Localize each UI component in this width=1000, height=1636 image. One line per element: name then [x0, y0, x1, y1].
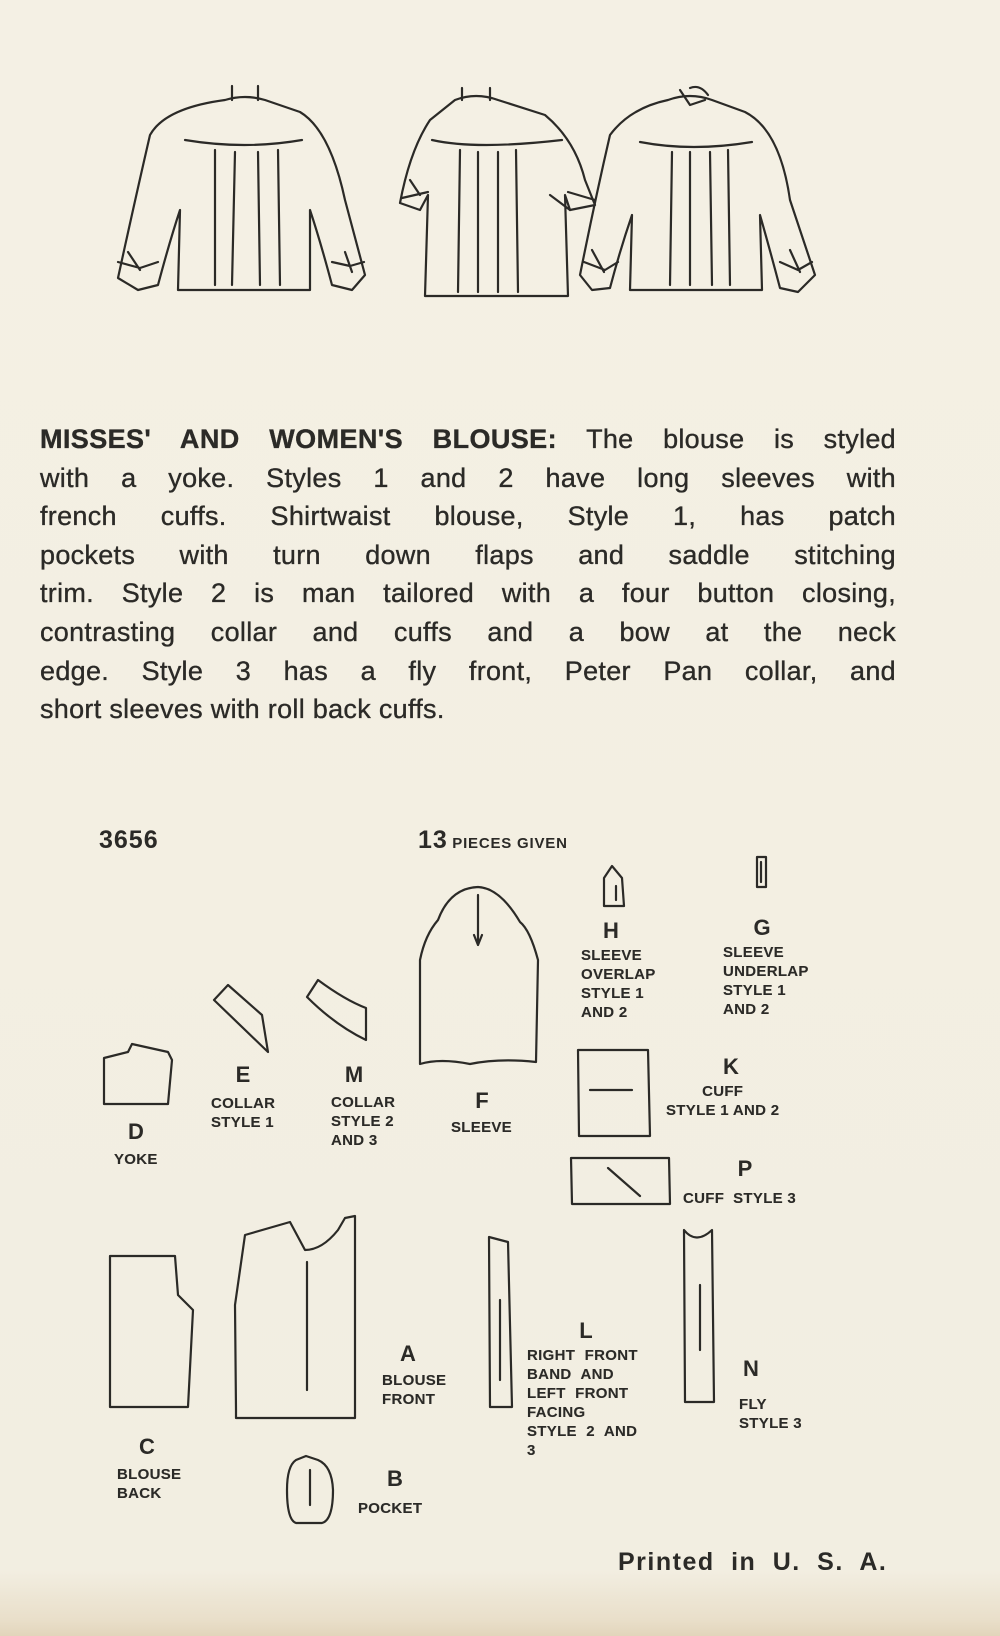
description-paragraph: [40, 420, 896, 729]
piece-a-front-shape: [235, 1216, 355, 1418]
piece-h-label: SLEEVE OVERLAP STYLE 1 AND 2: [581, 947, 656, 1021]
piece-m-label: COLLAR STYLE 2 AND 3: [331, 1094, 396, 1149]
pieces-count: 13: [418, 826, 448, 854]
piece-f-letter: F: [475, 1088, 489, 1113]
piece-c-letter: C: [139, 1434, 155, 1459]
pieces-given: [418, 826, 568, 855]
piece-p-label: CUFF STYLE 3: [683, 1190, 797, 1207]
piece-f-label: SLEEVE: [451, 1119, 512, 1136]
piece-g-label: SLEEVE UNDERLAP STYLE 1 AND 2: [723, 944, 809, 1018]
piece-g-letter: G: [753, 915, 771, 940]
piece-n-letter: N: [743, 1356, 759, 1381]
piece-b-letter: B: [387, 1466, 403, 1491]
piece-k-letter: K: [723, 1054, 739, 1079]
description-line: trim. Style 2 is man tailored with a four button closing,: [40, 578, 896, 609]
piece-h-shape: [604, 866, 624, 906]
pieces-label: PIECES GIVEN: [452, 835, 568, 852]
piece-f-sleeve-shape: [420, 887, 538, 1064]
description-heading: MISSES' AND WOMEN'S BLOUSE:: [40, 424, 557, 454]
piece-c-label: BLOUSE BACK: [117, 1466, 182, 1502]
piece-d-letter: D: [128, 1119, 144, 1144]
description-line: with a yoke. Styles 1 and 2 have long sleeves with: [40, 462, 896, 493]
piece-b-label: POCKET: [358, 1500, 423, 1517]
blouse-style-2-back-illustration: [580, 87, 815, 292]
description-line: french cuffs. Shirtwaist blouse, Style 1, has patch: [40, 501, 896, 532]
description-line: The blouse is styled: [556, 424, 897, 454]
piece-n-label: FLY STYLE 3: [739, 1396, 802, 1432]
piece-l-band-shape: [489, 1237, 512, 1407]
piece-a-label: BLOUSE FRONT: [382, 1372, 447, 1408]
description-line: contrasting collar and cuffs and a bow at the neck: [40, 616, 896, 647]
description-line: pockets with turn down flaps and saddle stitching: [40, 539, 896, 570]
description-line: short sleeves with roll back cuffs.: [40, 694, 445, 725]
piece-g-shape: [757, 857, 766, 887]
piece-l-label: RIGHT FRONT BAND AND LEFT FRONT FACING STYLE 2 AND 3: [527, 1347, 638, 1459]
blouse-style-1-back-illustration: [118, 86, 365, 290]
piece-a-letter: A: [400, 1341, 416, 1366]
pattern-number: 3656: [99, 826, 159, 854]
piece-l-letter: L: [579, 1318, 593, 1343]
piece-m-collar-shape: [307, 980, 366, 1040]
printed-in-usa: Printed in U. S. A.: [618, 1548, 888, 1576]
piece-m-letter: M: [344, 1062, 364, 1087]
piece-n-fly-shape: [684, 1230, 714, 1402]
piece-e-label: COLLAR STYLE 1: [211, 1095, 276, 1131]
piece-p-cuff-shape: [571, 1158, 670, 1204]
piece-p-letter: P: [737, 1156, 753, 1181]
piece-h-letter: H: [603, 918, 619, 943]
piece-b-pocket-shape: [287, 1456, 333, 1523]
piece-e-letter: E: [235, 1062, 251, 1087]
piece-k-label: CUFF STYLE 1 AND 2: [666, 1083, 780, 1119]
piece-c-back-shape: [110, 1256, 193, 1407]
piece-e-collar-shape: [214, 985, 268, 1052]
blouse-style-3-back-illustration: [400, 88, 595, 296]
piece-d-yoke-shape: [104, 1044, 172, 1104]
description-line: edge. Style 3 has a fly front, Peter Pan collar, and: [40, 655, 896, 686]
piece-d-label: YOKE: [114, 1151, 158, 1168]
piece-k-cuff-shape: [578, 1050, 650, 1136]
